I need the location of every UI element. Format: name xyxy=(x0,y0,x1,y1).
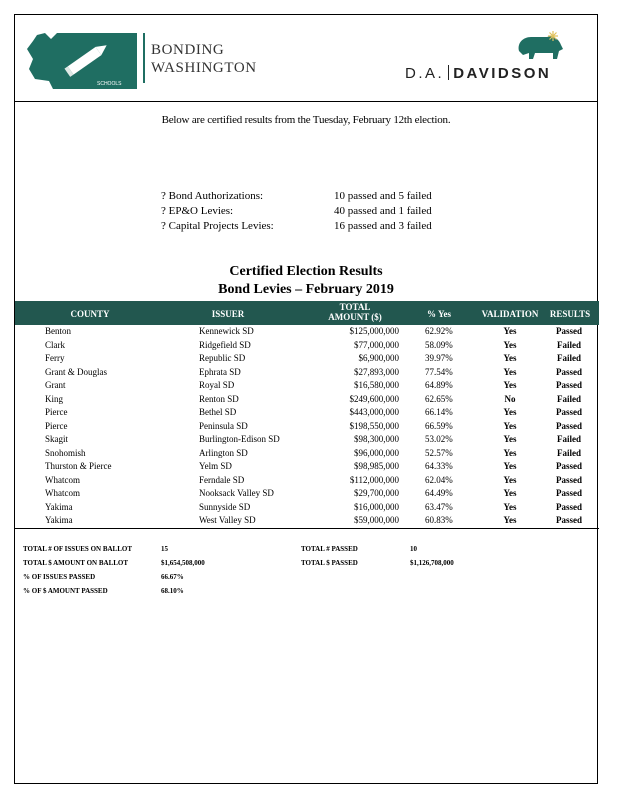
cell-validation: Yes xyxy=(503,420,517,431)
cell-pct-yes: 63.47% xyxy=(425,501,453,512)
cell-amount: $98,300,000 xyxy=(354,434,399,444)
summary-value: 10 passed and 5 failed xyxy=(334,190,432,202)
cell-validation: Yes xyxy=(503,407,517,417)
summary-item xyxy=(161,204,432,219)
cell-result: Passed xyxy=(555,488,582,498)
cell-issuer: Renton SD xyxy=(199,393,239,404)
table-row xyxy=(15,474,599,488)
cell-validation: Yes xyxy=(503,434,517,444)
cell-amount: $77,000,000 xyxy=(354,339,399,350)
cell-result: Passed xyxy=(555,407,582,417)
firm-initials: D.A. xyxy=(405,65,445,82)
cell-county: King xyxy=(45,393,63,404)
firm-divider xyxy=(448,65,449,80)
cell-validation: Yes xyxy=(503,447,517,458)
cell-issuer: Peninsula SD xyxy=(199,420,248,431)
cell-issuer: Nooksack Valley SD xyxy=(199,488,274,498)
cell-issuer: Arlington SD xyxy=(199,447,248,458)
table-row xyxy=(15,514,599,528)
results-table xyxy=(15,301,599,529)
cell-county: Grant & Douglas xyxy=(45,366,107,377)
brand-name xyxy=(151,41,257,77)
summary-value: 16 passed and 3 failed xyxy=(334,220,432,232)
page-frame xyxy=(14,14,598,784)
cell-result: Failed xyxy=(557,434,581,444)
cell-pct-yes: 53.02% xyxy=(425,434,453,444)
cell-issuer: Royal SD xyxy=(199,380,235,390)
cell-issuer: Ephrata SD xyxy=(199,366,241,377)
cell-validation: Yes xyxy=(503,366,517,377)
cell-result: Failed xyxy=(557,339,581,350)
summary-value: 40 passed and 1 failed xyxy=(334,205,432,217)
cell-validation: Yes xyxy=(503,474,517,485)
results-title xyxy=(15,263,597,299)
cell-pct-yes: 62.65% xyxy=(425,393,453,404)
cell-county: Thurston & Pierce xyxy=(45,461,112,471)
cell-result: Passed xyxy=(555,326,582,336)
firm-name xyxy=(405,65,551,82)
cell-county: Yakima xyxy=(45,501,73,512)
cell-result: Failed xyxy=(557,393,581,404)
summary-label: ? EP&O Levies: xyxy=(161,205,234,217)
washington-state-logo xyxy=(23,29,143,99)
cell-pct-yes: 66.14% xyxy=(425,407,453,417)
cell-county: Yakima xyxy=(45,515,73,525)
header-county: COUNTY xyxy=(70,309,110,319)
cell-pct-yes: 62.04% xyxy=(425,474,453,485)
cell-county: Pierce xyxy=(45,420,68,431)
cell-county: Clark xyxy=(45,339,65,350)
cell-pct-yes: 62.92% xyxy=(425,326,453,336)
cell-amount: $443,000,000 xyxy=(349,407,399,417)
cell-pct-yes: 64.49% xyxy=(425,488,453,498)
cell-county: Grant xyxy=(45,380,66,390)
table-row xyxy=(15,352,599,366)
total-passed-value: 10 xyxy=(410,545,417,553)
cell-amount: $96,000,000 xyxy=(354,447,399,458)
cell-amount: $98,985,000 xyxy=(354,461,399,471)
cell-pct-yes: 64.33% xyxy=(425,461,453,471)
cell-issuer: West Valley SD xyxy=(199,515,256,525)
cell-result: Passed xyxy=(555,366,582,377)
cell-county: Skagit xyxy=(45,434,69,444)
total-issues-value: 15 xyxy=(161,545,168,553)
cell-county: Whatcom xyxy=(45,474,80,485)
summary-label: ? Bond Authorizations: xyxy=(161,190,264,202)
cell-validation: Yes xyxy=(503,353,517,363)
cell-amount: $59,000,000 xyxy=(354,515,399,525)
header-validation: VALIDATION xyxy=(481,309,539,319)
cell-amount: $27,893,000 xyxy=(354,366,399,377)
table-row xyxy=(15,433,599,447)
cell-validation: Yes xyxy=(503,515,517,525)
cell-issuer: Ferndale SD xyxy=(199,474,245,485)
table-row xyxy=(15,460,599,474)
cell-amount: $16,000,000 xyxy=(354,501,399,512)
header-issuer: ISSUER xyxy=(211,309,245,319)
cell-result: Failed xyxy=(557,353,581,363)
cell-amount: $198,550,000 xyxy=(349,420,399,431)
table-row xyxy=(15,379,599,393)
total-amount-passed-value: $1,126,708,000 xyxy=(410,559,454,567)
cell-pct-yes: 52.57% xyxy=(425,447,453,458)
cell-county: Snohomish xyxy=(45,447,86,458)
cell-amount: $16,580,000 xyxy=(354,380,399,390)
cell-amount: $249,600,000 xyxy=(349,393,399,404)
cell-validation: Yes xyxy=(503,339,517,350)
table-row xyxy=(15,339,599,353)
cell-pct-yes: 60.83% xyxy=(425,515,453,525)
cell-amount: $112,000,000 xyxy=(349,474,399,485)
cell-pct-yes: 58.09% xyxy=(425,339,453,350)
cell-pct-yes: 64.89% xyxy=(425,380,453,390)
brand-line-1: BONDING xyxy=(151,42,225,58)
cell-validation: Yes xyxy=(503,488,517,498)
letterhead xyxy=(15,15,597,102)
table-row xyxy=(15,447,599,461)
header-results: RESULTS xyxy=(549,309,591,319)
pct-issues-label: % OF ISSUES PASSED xyxy=(23,573,96,581)
cell-issuer: Ridgefield SD xyxy=(199,339,251,350)
bison-logo-icon xyxy=(513,29,567,63)
table-header xyxy=(15,301,599,325)
summary-label: ? Capital Projects Levies: xyxy=(161,220,274,232)
table-row xyxy=(15,406,599,420)
cell-result: Passed xyxy=(555,461,582,471)
table-row xyxy=(15,325,599,339)
cell-validation: Yes xyxy=(503,501,517,512)
total-issues-label: TOTAL # OF ISSUES ON BALLOT xyxy=(23,545,132,553)
cell-county: Pierce xyxy=(45,407,68,417)
cell-issuer: Burlington-Edison SD xyxy=(199,434,280,444)
title-line-1: Certified Election Results xyxy=(229,264,383,279)
cell-issuer: Kennewick SD xyxy=(199,326,254,336)
cell-issuer: Republic SD xyxy=(199,353,246,363)
cell-pct-yes: 39.97% xyxy=(425,353,453,363)
cell-county: Ferry xyxy=(45,353,65,363)
table-row xyxy=(15,487,599,501)
cell-validation: No xyxy=(504,393,516,404)
cell-validation: Yes xyxy=(503,326,517,336)
pct-amount-label: % OF $ AMOUNT PASSED xyxy=(23,587,108,595)
table-row xyxy=(15,501,599,515)
cell-pct-yes: 66.59% xyxy=(425,420,453,431)
firm-surname: DAVIDSON xyxy=(453,65,552,82)
total-passed-label: TOTAL # PASSED xyxy=(301,545,358,553)
cell-pct-yes: 77.54% xyxy=(425,366,453,377)
table-row xyxy=(15,420,599,434)
cell-result: Passed xyxy=(555,474,582,485)
pct-amount-value: 68.10% xyxy=(161,587,184,595)
intro-text: Below are certified results from the Tuesday, February 12th election. xyxy=(161,114,451,126)
cell-validation: Yes xyxy=(503,461,517,471)
cell-amount: $29,700,000 xyxy=(354,488,399,498)
title-line-2: Bond Levies – February 2019 xyxy=(218,282,394,297)
summary-item xyxy=(161,219,432,234)
table-body xyxy=(15,325,599,529)
table-row xyxy=(15,393,599,407)
total-amount-label: TOTAL $ AMOUNT ON BALLOT xyxy=(23,559,129,567)
summary-item xyxy=(161,189,432,204)
brand-line-2: WASHINGTON xyxy=(151,60,257,76)
cell-issuer: Sunnyside SD xyxy=(199,501,251,512)
cell-result: Passed xyxy=(555,515,582,525)
cell-county: Whatcom xyxy=(45,488,80,498)
table-row xyxy=(15,366,599,380)
summary-list xyxy=(161,189,432,234)
cell-amount: $6,900,000 xyxy=(358,353,399,363)
header-amount: TOTAL AMOUNT ($) xyxy=(328,302,382,322)
cell-result: Passed xyxy=(555,380,582,390)
cell-issuer: Yelm SD xyxy=(199,461,232,471)
header-pct: % Yes xyxy=(427,309,451,319)
cell-county: Benton xyxy=(45,326,71,336)
pct-issues-value: 66.67% xyxy=(161,573,184,581)
cell-validation: Yes xyxy=(503,380,517,390)
logo-caption: SCHOOLS xyxy=(97,81,122,87)
cell-result: Passed xyxy=(555,501,582,512)
cell-result: Failed xyxy=(557,447,581,458)
cell-issuer: Bethel SD xyxy=(199,407,237,417)
brand-divider xyxy=(143,33,145,83)
cell-result: Passed xyxy=(555,420,582,431)
total-amount-value: $1,654,508,000 xyxy=(161,559,205,567)
total-amount-passed-label: TOTAL $ PASSED xyxy=(301,559,358,567)
cell-amount: $125,000,000 xyxy=(349,326,399,336)
